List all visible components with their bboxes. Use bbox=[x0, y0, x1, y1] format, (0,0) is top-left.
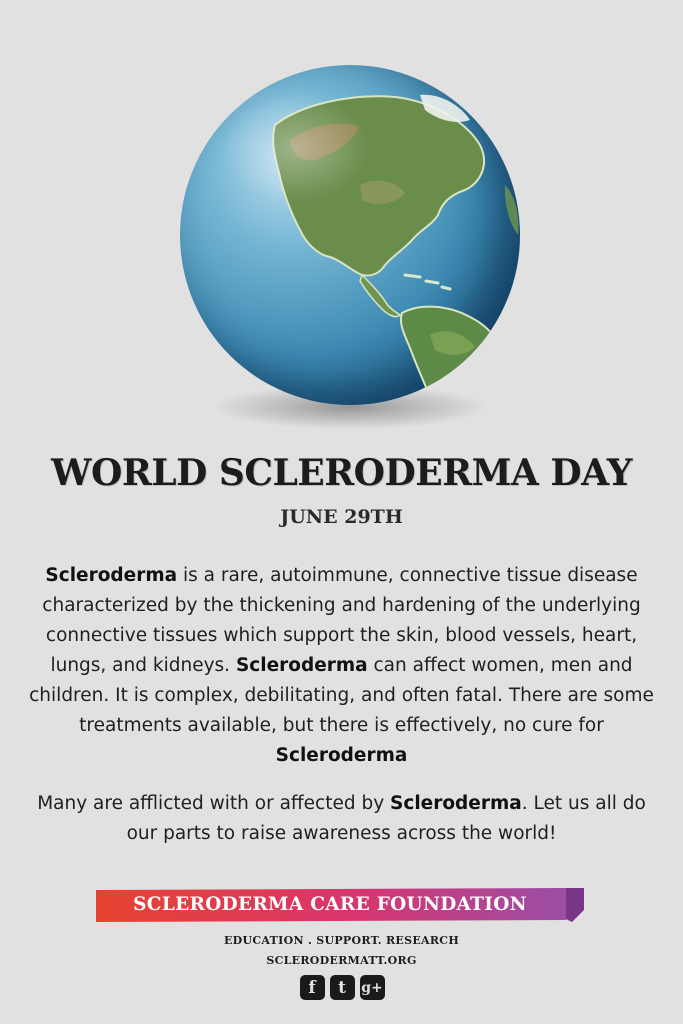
central-america bbox=[360, 275, 400, 317]
foundation-name: SCLERODERMA CARE FOUNDATION bbox=[133, 894, 527, 915]
twitter-icon[interactable]: t bbox=[330, 975, 355, 1000]
globe-illustration bbox=[170, 55, 530, 435]
page-title: WORLD SCLERODERMA DAY bbox=[51, 452, 632, 494]
awareness-text: . Let us all do our parts to raise awareness across the world! bbox=[126, 793, 646, 844]
globe bbox=[180, 65, 520, 405]
tagline: EDUCATION . SUPPORT. RESEARCH bbox=[223, 934, 460, 947]
bold-term: Scleroderma bbox=[45, 565, 178, 586]
foundation-banner bbox=[96, 888, 584, 924]
bold-term: Scleroderma bbox=[390, 793, 522, 814]
website-link[interactable]: SCLERODERMATT.ORG bbox=[266, 954, 417, 967]
description-text: can affect women, men and children. It is complex, debilitating, and often fatal. There are some treatments available, but there is effectively, no cure for bbox=[29, 655, 654, 736]
google-plus-icon[interactable]: g+ bbox=[360, 975, 385, 1000]
bold-term: Scleroderma bbox=[275, 745, 408, 766]
event-date: JUNE 29TH bbox=[280, 506, 403, 528]
south-america bbox=[401, 307, 502, 405]
globe-highlight bbox=[220, 93, 370, 203]
awareness-text: Many are afflicted with or affected by bbox=[37, 793, 391, 814]
description-paragraph bbox=[22, 561, 661, 771]
description-text: is a rare, autoimmune, connective tissue disease characterized by the thickening and hardening of the underlying connective tissues which support the skin, blood vessels, heart, lungs, and kidneys. bbox=[42, 565, 641, 676]
bold-term: Scleroderma bbox=[235, 655, 368, 676]
social-links bbox=[294, 975, 390, 1001]
facebook-icon[interactable]: f bbox=[300, 975, 325, 1000]
awareness-paragraph bbox=[22, 789, 661, 849]
